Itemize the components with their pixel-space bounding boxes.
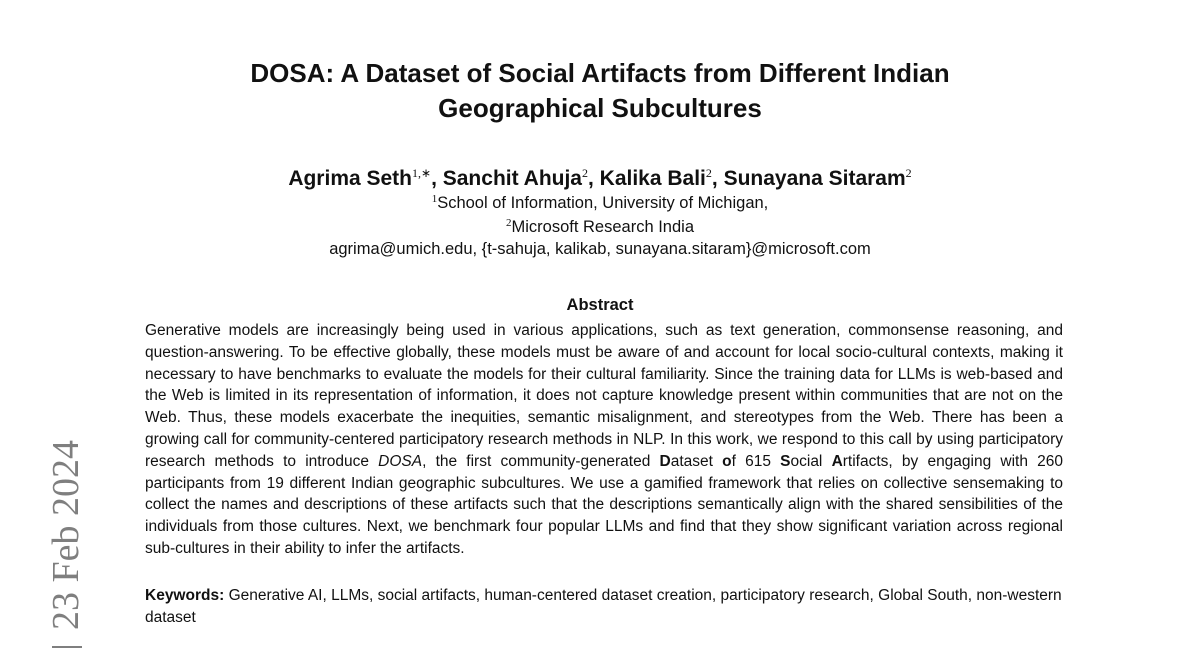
- abstract-body: [145, 320, 1063, 560]
- author-affiliation-mark: 2: [905, 166, 912, 180]
- arxiv-side-stamp: [46, 440, 86, 648]
- acronym-letter: S: [780, 452, 791, 470]
- author-name: Sanchit Ahuja: [442, 167, 582, 190]
- keywords-label: Keywords:: [145, 587, 225, 604]
- affiliation-1: [0, 188, 1200, 214]
- author-name: Agrima Seth: [288, 167, 413, 190]
- affiliation-2: [0, 212, 1200, 238]
- arxiv-date: 23 Feb 2024: [45, 440, 87, 630]
- abstract-paragraph: [145, 320, 1063, 560]
- paper-title: [0, 56, 1200, 126]
- abstract-text: , the first community-generated: [422, 452, 660, 470]
- author-affiliation-mark: 2: [582, 166, 588, 180]
- abstract-text: ataset: [670, 452, 723, 470]
- dataset-name: DOSA: [378, 452, 423, 470]
- acronym-letter: A: [831, 452, 843, 470]
- title-line-1: DOSA: A Dataset of Social Artifacts from Different Indian: [250, 58, 950, 88]
- author-affiliation-mark: 1,∗: [412, 166, 432, 180]
- acronym-letter: D: [659, 452, 671, 470]
- author-list: Agrima Seth$^{1,∗}$, Sanchit Ahuja$^2$, Kalika Bali$^2$, Sunayana Sitaram$^2$: [288, 166, 912, 190]
- author-name: Sunayana Sitaram: [723, 167, 906, 190]
- author-emails: agrima@umich.edu, {t-sahuja, kalikab, sunayana.sitaram}@microsoft.com: [329, 240, 871, 258]
- author-name: Kalika Bali: [599, 167, 706, 190]
- acronym-letter: o: [722, 452, 732, 470]
- keywords-text: Generative AI, LLMs, social artifacts, human-centered dataset creation, participatory research, Global South, non-western dataset: [145, 587, 1062, 626]
- abstract-text: rtifacts, by engaging with 260 participants from 19 different Indian geographic subcultures. We use a gamified framework that relies on collective sensemaking to collect the names and descriptions of these artifacts such that the descriptions semantically align with the shared sensibilities of the individuals from those cultures. Next, we benchmark four popular LLMs and find that they show significant variation across regional sub-cultures in their ability to infer the artifacts.: [145, 452, 1064, 557]
- affiliation-text: School of Information, University of Michigan,: [437, 194, 769, 212]
- abstract-text: f 615: [731, 452, 781, 470]
- title-line-2: Geographical Subcultures: [438, 93, 762, 123]
- abstract-text: ocial: [790, 452, 832, 470]
- affiliation-mark: 1: [431, 193, 438, 205]
- keywords: [145, 585, 1063, 629]
- abstract-heading: Abstract: [566, 296, 634, 314]
- abstract-text: Generative models are increasingly being used in various applications, such as text generation, commonsense reasoning, and question-answering. To be effective globally, these models must be aware of and account for local socio-cultural contexts, making it necessary to have benchmarks to evaluate the models for their cultural familiarity. Since the training data for LLMs is web-based and the Web is limited in its representation of information, it does not capture knowledge present within communities that are not on the Web. Thus, these models exacerbate the inequities, semantic misalignment, and stereotypes from the Web. There has been a growing call for community-centered participatory research methods in NLP. In this work, we respond to this call by using participatory research methods to introduce: [145, 322, 1063, 470]
- affiliation-text: Microsoft Research India: [511, 218, 694, 236]
- affiliation-mark: 2: [506, 217, 512, 229]
- author-affiliation-mark: 2: [705, 166, 712, 180]
